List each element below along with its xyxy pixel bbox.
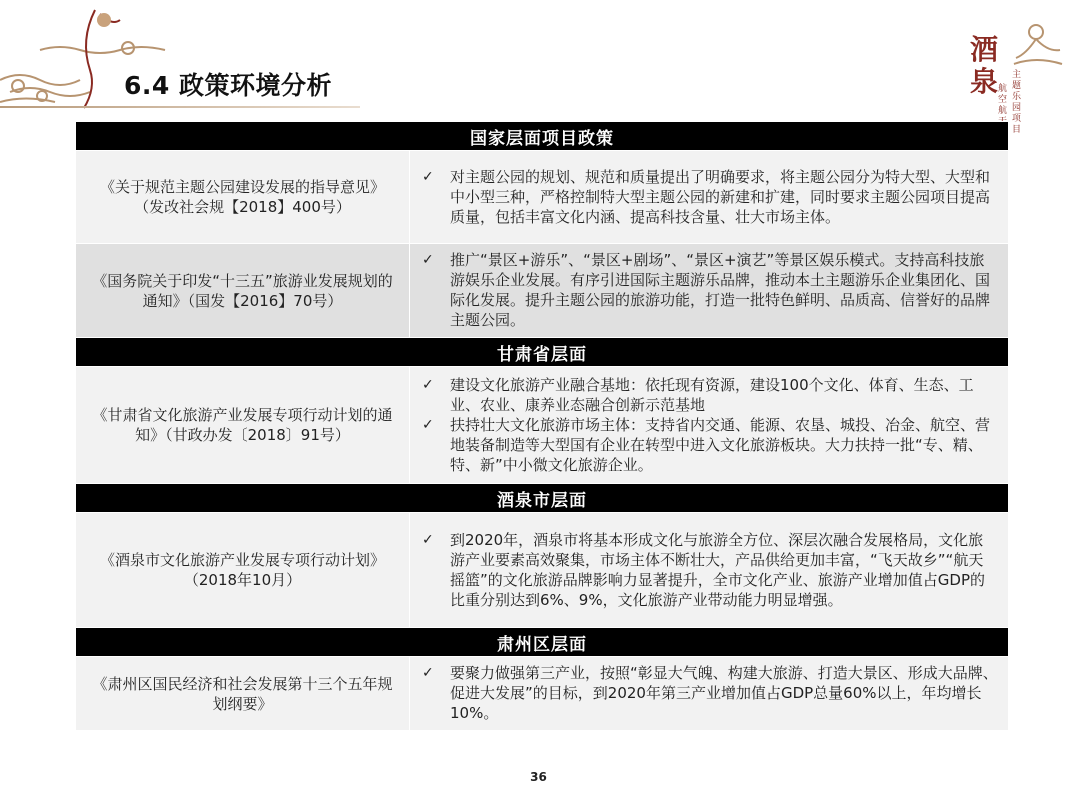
check-icon: ✓ — [422, 376, 434, 393]
logo-subtitle-1: 主题乐园项目 — [1012, 70, 1022, 135]
policy-measures — [410, 513, 1009, 628]
check-icon: ✓ — [422, 168, 434, 185]
check-icon: ✓ — [422, 665, 434, 681]
section-header-gansu — [76, 338, 1009, 367]
policy-table — [75, 121, 1009, 731]
section-heading: 甘肃省层面 — [76, 338, 1009, 367]
measure-bullet — [420, 167, 998, 227]
measure-bullet — [420, 250, 998, 330]
page-title: 6.4 政策环境分析 — [124, 71, 332, 100]
measure-text: 建设文化旅游产业融合基地：依托现有资源，建设100个文化、体育、生态、工业、农业、康养业态融合创新示范基地 — [450, 375, 974, 414]
measure-text: 到2020年，酒泉市将基本形成文化与旅游全方位、深层次融合发展格局，文化旅游产业要素高效聚集，市场主体不断壮大，产品供给更加丰富，“飞天故乡”“航天摇篮”的文化旅游品牌影响力显著提升，全市文化产业、旅游产业增加值占GDP的比重分别达到6%、9%，文化旅游产业带动能力明显增强。 — [450, 530, 985, 609]
measure-bullet — [420, 663, 998, 723]
measure-bullet — [420, 415, 998, 475]
page-number: 36 — [530, 770, 547, 784]
policy-measures — [410, 151, 1009, 244]
policy-measures — [410, 244, 1009, 338]
measure-text: 推广“景区+游乐”、“景区+剧场”、“景区+演艺”等景区娱乐模式。支持高科技旅游娱乐企业发展。有序引进国际主题游乐品牌，推动本土主题游乐企业集团化、国际化发展。提升主题公园的旅游功能，打造一批特色鲜明、品质高、信誉好的品牌主题公园。 — [450, 251, 991, 329]
measure-bullet — [420, 530, 998, 610]
policy-document: 《国务院关于印发“十三五”旅游业发展规划的通知》（国发【2016】70号） — [76, 244, 410, 338]
policy-document: 《肃州区国民经济和社会发展第十三个五年规划纲要》 — [76, 657, 410, 731]
policy-measures — [410, 657, 1009, 731]
logo-subtitle-2: 航空航 — [998, 84, 1008, 116]
section-heading: 国家层面项目政策 — [76, 122, 1009, 151]
table-row — [76, 657, 1009, 731]
section-header-suzhou — [76, 628, 1009, 657]
apsara-figure-icon — [1006, 14, 1066, 74]
measure-text: 对主题公园的规划、规范和质量提出了明确要求，将主题公园分为特大型、大型和中小型三种，严格控制特大型主题公园的新建和扩建，同时要求主题公园项目提高质量，包括丰富文化内涵、提高科技含量、壮大市场主体。 — [450, 167, 991, 226]
measure-text: 扶持壮大文化旅游市场主体：支持省内交通、能源、农垦、城投、冶金、航空、营地装备制造等大型国有企业在转型中进入文化旅游板块。大力扶持一批“专、精、特、新”中小微文化旅游企业。 — [450, 415, 991, 474]
measure-text: 要聚力做强第三产业，按照“彰显大气魄、构建大旅游、打造大景区、形成大品牌、促进大发展”的目标，到2020年第三产业增加值占GDP总量60%以上，年均增长10%。 — [450, 664, 998, 722]
table-row — [76, 513, 1009, 628]
policy-document: 《酒泉市文化旅游产业发展专项行动计划》（2018年10月） — [76, 513, 410, 628]
check-icon: ✓ — [422, 531, 434, 548]
policy-document: 《甘肃省文化旅游产业发展专项行动计划的通知》（甘政办发〔2018〕91号） — [76, 367, 410, 484]
measure-bullet — [420, 375, 998, 415]
section-heading: 酒泉市层面 — [76, 484, 1009, 513]
policy-document: 《关于规范主题公园建设发展的指导意见》（发改社会规【2018】400号） — [76, 151, 410, 244]
check-icon: ✓ — [422, 416, 434, 433]
section-heading: 肃州区层面 — [76, 628, 1009, 657]
table-row — [76, 367, 1009, 484]
section-header-jiuquan — [76, 484, 1009, 513]
check-icon: ✓ — [422, 252, 434, 268]
title-underline — [0, 106, 360, 108]
logo-main-text: 酒泉 — [970, 33, 999, 98]
table-row — [76, 244, 1009, 338]
section-header-national — [76, 122, 1009, 151]
policy-measures — [410, 367, 1009, 484]
table-row — [76, 151, 1009, 244]
